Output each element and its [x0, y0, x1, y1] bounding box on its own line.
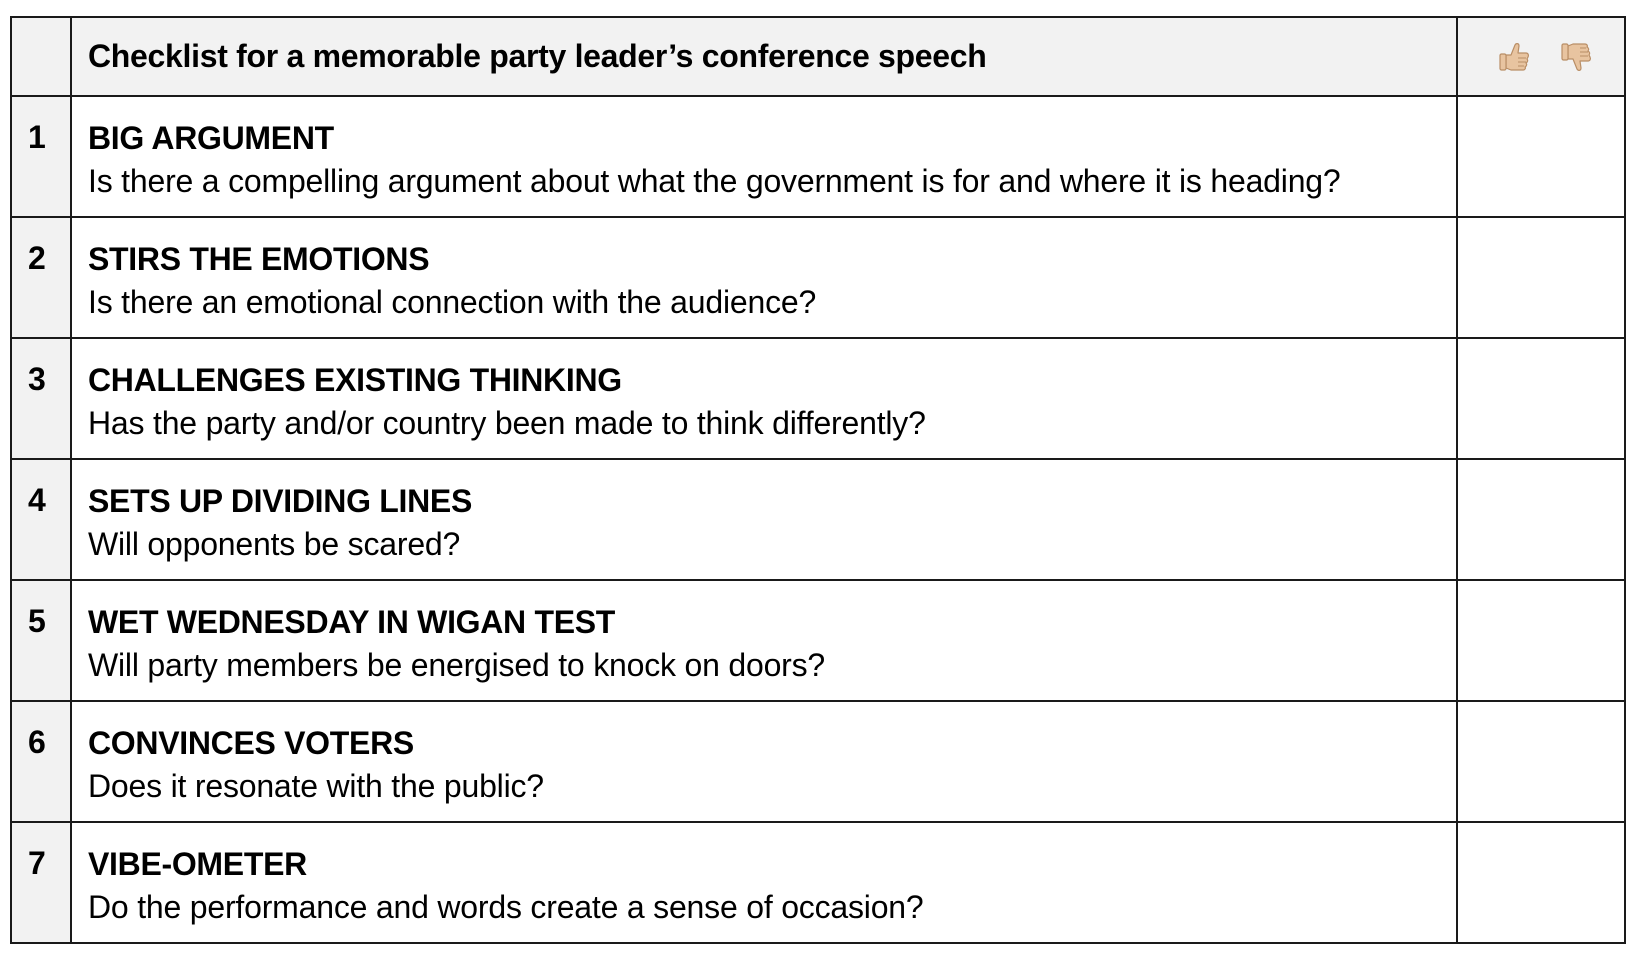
vote-icons: [1458, 39, 1624, 75]
item-content: [71, 701, 1457, 822]
item-vote-cell[interactable]: [1457, 580, 1625, 701]
item-number: 1: [11, 96, 71, 217]
header-vote-cell: [1457, 17, 1625, 96]
item-number: 6: [11, 701, 71, 822]
checklist-row: [11, 96, 1625, 217]
item-question: Will opponents be scared?: [88, 526, 461, 562]
header-row: [11, 17, 1625, 96]
checklist-row: [11, 217, 1625, 338]
checklist-row: [11, 822, 1625, 943]
checklist-row: [11, 459, 1625, 580]
item-title: VIBE-OMETER: [88, 846, 307, 882]
item-title: STIRS THE EMOTIONS: [88, 241, 430, 277]
item-question: Is there an emotional connection with the audience?: [88, 284, 817, 320]
item-content: [71, 822, 1457, 943]
header-title-cell: [71, 17, 1457, 96]
checklist-title: Checklist for a memorable party leader’s conference speech: [88, 38, 987, 74]
thumbs-down-icon: [1558, 39, 1594, 75]
item-content: [71, 459, 1457, 580]
item-vote-cell[interactable]: [1457, 96, 1625, 217]
item-content: [71, 217, 1457, 338]
item-question: Do the performance and words create a sense of occasion?: [88, 889, 924, 925]
item-vote-cell[interactable]: [1457, 822, 1625, 943]
item-title: WET WEDNESDAY IN WIGAN TEST: [88, 604, 616, 640]
item-number: 2: [11, 217, 71, 338]
item-vote-cell[interactable]: [1457, 217, 1625, 338]
item-vote-cell[interactable]: [1457, 459, 1625, 580]
item-title: CHALLENGES EXISTING THINKING: [88, 362, 622, 398]
header-number-cell: [11, 17, 71, 96]
item-content: [71, 96, 1457, 217]
checklist-row: [11, 338, 1625, 459]
checklist-table: [10, 16, 1626, 944]
item-number: 3: [11, 338, 71, 459]
item-question: Has the party and/or country been made to think differently?: [88, 405, 926, 441]
item-vote-cell[interactable]: [1457, 338, 1625, 459]
item-question: Is there a compelling argument about what the government is for and where it is heading?: [88, 163, 1341, 199]
checklist-row: [11, 580, 1625, 701]
checklist-row: [11, 701, 1625, 822]
item-content: [71, 338, 1457, 459]
item-question: Will party members be energised to knock on doors?: [88, 647, 826, 683]
item-question: Does it resonate with the public?: [88, 768, 544, 804]
item-number: 4: [11, 459, 71, 580]
item-number: 5: [11, 580, 71, 701]
item-content: [71, 580, 1457, 701]
item-vote-cell[interactable]: [1457, 701, 1625, 822]
thumbs-up-icon: [1496, 39, 1532, 75]
item-title: BIG ARGUMENT: [88, 120, 334, 156]
item-title: CONVINCES VOTERS: [88, 725, 414, 761]
item-title: SETS UP DIVIDING LINES: [88, 483, 472, 519]
item-number: 7: [11, 822, 71, 943]
